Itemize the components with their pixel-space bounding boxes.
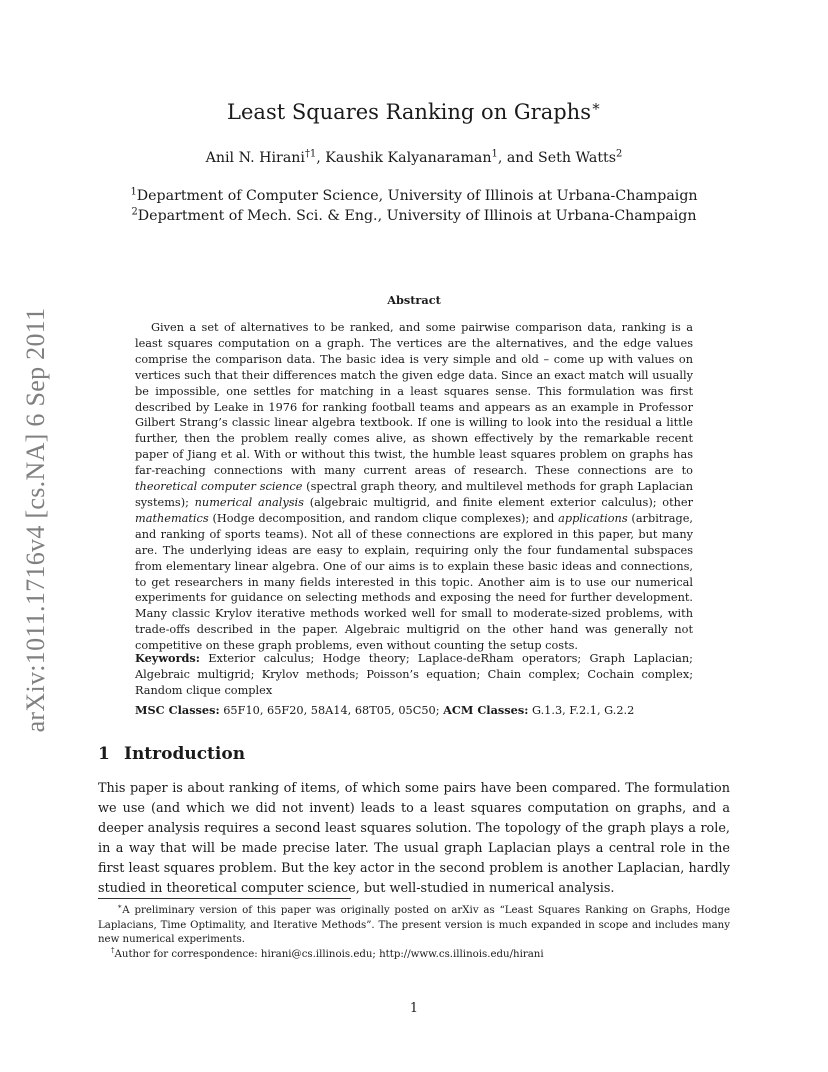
affiliation-mark: 1 — [130, 186, 137, 198]
footnote-mark: ∗ — [117, 901, 123, 911]
affiliation-mark: 2 — [131, 206, 138, 218]
footnote-1 — [98, 901, 730, 948]
footnote-text: Author for correspondence: hirani@cs.illinois.edu; http://www.cs.illinois.edu/hirani — [114, 948, 544, 960]
affiliation-2 — [0, 206, 828, 226]
section-number: 1 — [98, 744, 110, 764]
affiliations — [0, 186, 828, 226]
intro-paragraph: This paper is about ranking of items, of which some pairs have been compared. The formulation we use (and which we did not invent) leads to a least squares computation on graphs, and a deeper analysis requires a second least squares solution. The topology of the graph plays a role, in a way that will be made precise later. The usual graph Laplacian plays a central role in the first least squares problem. But the key actor in the second problem is another Laplacian, hardly studied in theoretical computer science, but well-studied in numerical analysis. — [98, 781, 730, 896]
affiliation-text: Department of Computer Science, University of Illinois at Urbana-Champaign — [136, 188, 698, 204]
abstract-heading: Abstract — [387, 293, 441, 307]
abstract-text: (Hodge decomposition, and random clique complexes); and — [208, 511, 559, 525]
author-mark: 2 — [616, 148, 623, 160]
keywords-text: Exterior calculus; Hodge theory; Laplace-deRham operators; Graph Laplacian; Algebraic multigrid; Krylov methods; Poisson’s equation; Chain complex; Cochain complex; Random clique complex — [135, 652, 693, 697]
keywords — [135, 651, 693, 699]
abstract-body — [135, 320, 693, 654]
author-mark: 1 — [491, 148, 498, 160]
abstract-emphasis: theoretical computer science — [135, 480, 303, 494]
author-list — [0, 150, 828, 166]
classification — [135, 703, 693, 719]
abstract-emphasis: mathematics — [135, 511, 209, 525]
footnote-text: A preliminary version of this paper was originally posted on arXiv as “Least Squares Ranking on Graphs, Hodge Laplacians, Time Optimality, and Iterative Methods”. The present version is much expanded in scope and includes many new numerical experiments. — [98, 905, 730, 945]
msc-text: 65F10, 65F20, 58A14, 68T05, 05C50; — [219, 704, 444, 717]
keywords-label: Keywords: — [135, 651, 200, 665]
author-name: Kaushik Kalyanaraman — [325, 150, 492, 166]
section-heading — [98, 744, 245, 764]
abstract-text: (arbitrage, and ranking of sports teams). Not all of these connections are explored in this paper, but many are. The underlying ideas are easy to explain, requiring only the four fundamental subspaces from elementary linear algebra. One of our aims is to explain these basic ideas and connections, to get researchers in many fields interested in this topic. Another aim is to use our numerical experiments for guidance on selecting methods and exposing the need for further development. Many classic Krylov iterative methods worked well for small to moderate-sized problems, with trade-offs described in the paper. Algebraic multigrid on the other hand was generally not competitive on these graph problems, even without counting the setup costs. — [135, 511, 693, 653]
affiliation-1 — [0, 186, 828, 206]
page-number: 1 — [409, 1001, 419, 1016]
author-name: Anil N. Hirani — [205, 150, 305, 166]
author-separator: , and — [497, 150, 539, 166]
abstract-text: (algebraic multigrid, and finite element exterior calculus); other — [303, 495, 693, 509]
abstract-paragraph — [135, 320, 693, 654]
msc-label: MSC Classes: — [135, 703, 220, 717]
section-title: Introduction — [124, 744, 246, 764]
acm-text: G.1.3, F.2.1, G.2.2 — [528, 704, 635, 717]
paper-title — [0, 100, 828, 124]
abstract-emphasis: applications — [558, 511, 628, 525]
footnote-rule — [98, 898, 351, 899]
title-text: Least Squares Ranking on Graphs — [227, 100, 591, 124]
abstract-emphasis: numerical analysis — [194, 495, 304, 509]
footnote-2 — [98, 945, 730, 963]
footnote-mark: † — [110, 945, 115, 955]
author-separator: , — [316, 150, 326, 166]
author-name: Seth Watts — [538, 150, 617, 166]
title-footnote-mark: ∗ — [590, 98, 601, 115]
acm-label: ACM Classes: — [443, 703, 529, 717]
affiliation-text: Department of Mech. Sci. & Eng., University of Illinois at Urbana-Champaign — [137, 208, 697, 224]
footnotes — [98, 901, 730, 962]
arxiv-identifier: arXiv:1011.1716v4 [cs.NA] 6 Sep 2011 — [21, 307, 50, 733]
author-mark: †1 — [304, 148, 317, 160]
abstract-text: Given a set of alternatives to be ranked, and some pairwise comparison data, ranking is a least squares computation on a graph. The vertices are the alternatives, and the edge values comprise the comparison data. The basic idea is very simple and old – come up with values on vertices such that their differences match the given edge data. Since an exact match will usually be impossible, one settles for matching in a least squares sense. This formulation was first described by Leake in 1976 for ranking football teams and appears as an example in Professor Gilbert Strang’s classic linear algebra textbook. If one is willing to look into the residual a little further, then the problem really comes alive, as shown effectively by the remarkable recent paper of Jiang et al. With or without this twist, the humble least squares problem on graphs has far-reaching connections with many current areas of research. These connections are to — [135, 321, 693, 478]
abstract-text: (spectral graph theory, and multilevel methods for graph Laplacian systems); — [135, 480, 693, 509]
